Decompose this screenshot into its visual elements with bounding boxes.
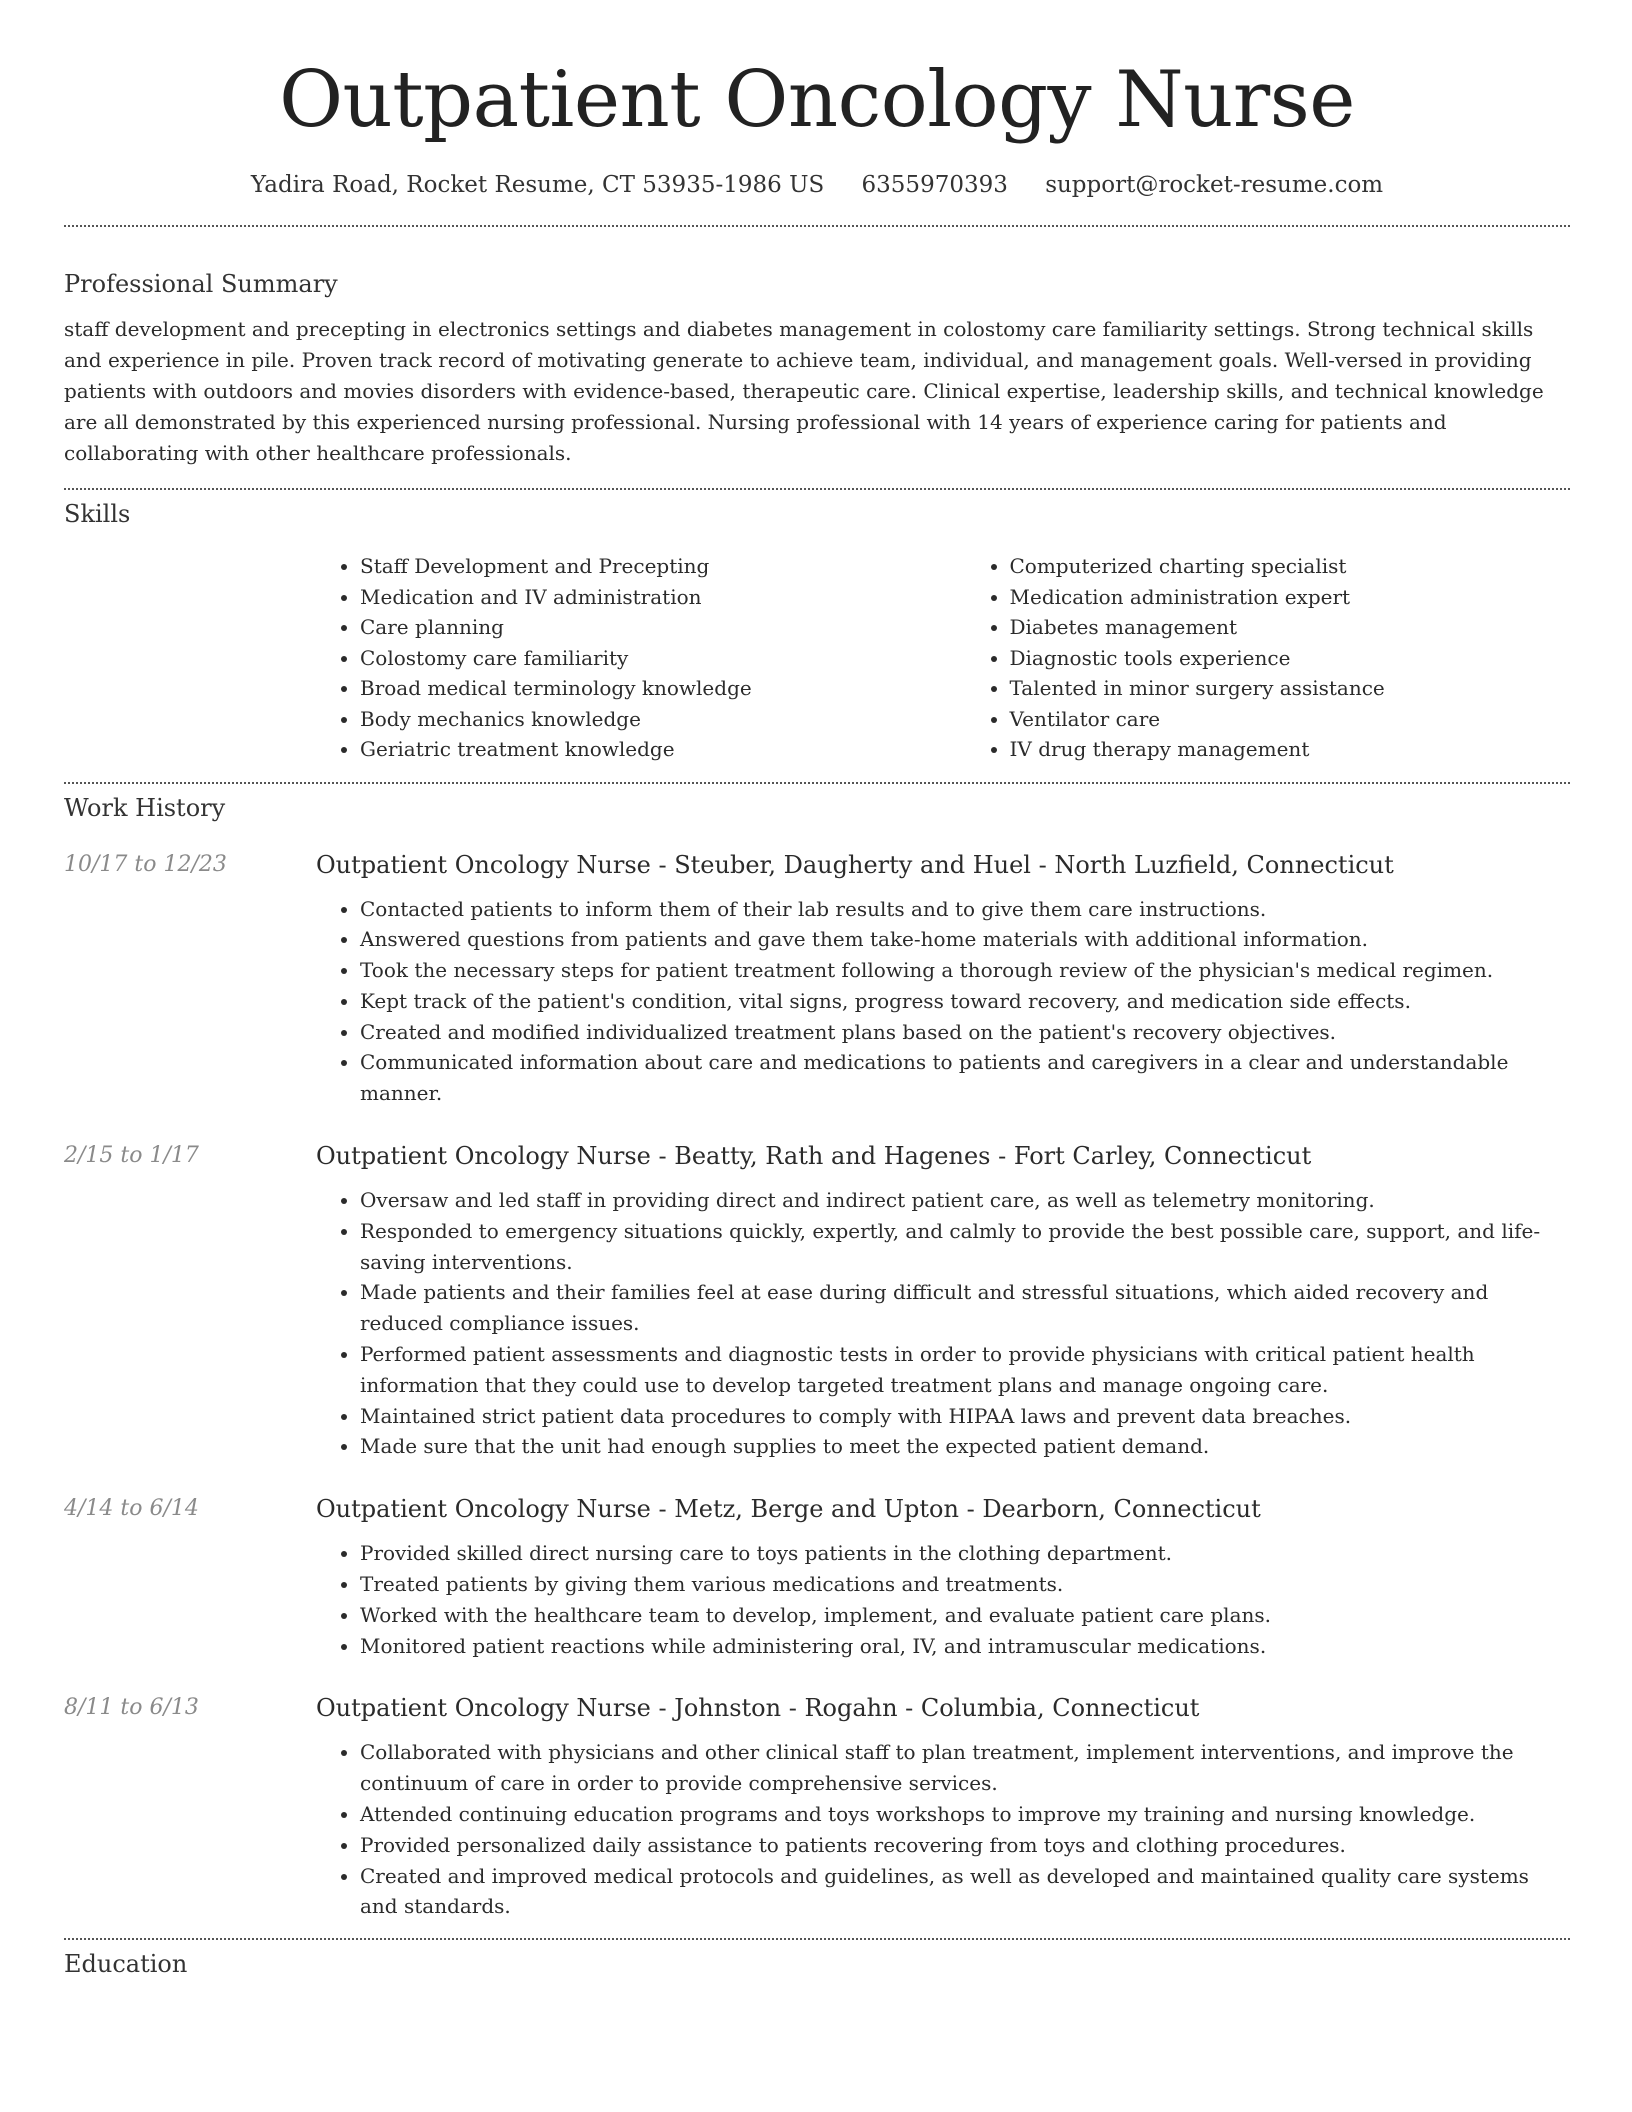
- work-bullets: [316, 1737, 1570, 1922]
- work-entry: [64, 850, 1570, 1110]
- divider-summary: [64, 488, 1570, 490]
- section-title-summary: Professional Summary: [64, 270, 338, 298]
- work-title: Outpatient Oncology Nurse - Johnston - Rogahn - Columbia, Connecticut: [316, 1694, 1200, 1723]
- work-bullet: • Attended continuing education programs and toys workshops to improve my training and nursing knowledge.: [360, 1799, 1570, 1830]
- work-title: Outpatient Oncology Nurse - Steuber, Daugherty and Huel - North Luzfield, Connecticut: [316, 850, 1394, 879]
- skill-item: • Talented in minor surgery assistance: [1010, 673, 1571, 704]
- divider-header: [64, 225, 1570, 227]
- work-bullet: • Provided skilled direct nursing care to toys patients in the clothing department.: [360, 1538, 1570, 1569]
- skill-item: • Geriatric treatment knowledge: [360, 734, 921, 765]
- work-bullet: • Provided personalized daily assistance to patients recovering from toys and clothing procedures.: [360, 1830, 1570, 1861]
- skill-item: • Body mechanics knowledge: [360, 704, 921, 735]
- contact-phone: 6355970393: [861, 172, 1008, 198]
- divider-skills: [64, 782, 1570, 784]
- work-bullet: • Collaborated with physicians and other clinical staff to plan treatment, implement interventions, and improve the continuum of care in order to provide comprehensive services.: [360, 1737, 1570, 1799]
- summary-text: staff development and precepting in electronics settings and diabetes management in colostomy care familiarity settings. Strong technical skills and experience in pile. Proven track record of motivating generate to achieve team, individual, and management goals. Well-versed in providing patients with outdoors and movies disorders with evidence-based, therapeutic care. Clinical expertise, leadership skills, and technical knowledge are all demonstrated by this experienced nursing professional. Nursing professional with 14 years of experience caring for patients and collaborating with other healthcare professionals.: [64, 317, 1544, 465]
- work-bullet: • Responded to emergency situations quickly, expertly, and calmly to provide the best possible care, support, and life-saving interventions.: [360, 1216, 1570, 1278]
- contact-line: [64, 170, 1570, 200]
- skill-item: • Colostomy care familiarity: [360, 643, 921, 674]
- work-bullet: • Created and modified individualized treatment plans based on the patient's recovery objectives.: [360, 1017, 1570, 1048]
- work-entry: [64, 1141, 1570, 1462]
- work-bullet: • Communicated information about care and medications to patients and caregivers in a clear and understandable manner.: [360, 1047, 1570, 1109]
- work-bullets: [316, 1538, 1570, 1661]
- skill-item: • Diagnostic tools experience: [1010, 643, 1571, 674]
- work-bullet: • Oversaw and led staff in providing direct and indirect patient care, as well as telemetry monitoring.: [360, 1185, 1570, 1216]
- work-bullet: • Answered questions from patients and gave them take-home materials with additional information.: [360, 924, 1570, 955]
- skill-item: • Medication and IV administration: [360, 582, 921, 613]
- work-title: Outpatient Oncology Nurse - Beatty, Rath and Hagenes - Fort Carley, Connecticut: [316, 1142, 1312, 1171]
- skill-item: • IV drug therapy management: [1010, 734, 1571, 765]
- work-bullet: • Performed patient assessments and diagnostic tests in order to provide physicians with critical patient health information that they could use to develop targeted treatment plans and manage ongoing care.: [360, 1339, 1570, 1401]
- work-bullet: • Took the necessary steps for patient treatment following a thorough review of the physician's medical regimen.: [360, 955, 1570, 986]
- skill-item: • Care planning: [360, 612, 921, 643]
- work-entry: [64, 1693, 1570, 1922]
- work-bullet: • Monitored patient reactions while administering oral, IV, and intramuscular medications.: [360, 1631, 1570, 1662]
- work-date: 4/14 to 6/14: [64, 1496, 199, 1522]
- skill-item: • Ventilator care: [1010, 704, 1571, 735]
- work-date: 10/17 to 12/23: [64, 851, 227, 877]
- work-bullet: • Worked with the healthcare team to develop, implement, and evaluate patient care plans.: [360, 1600, 1570, 1631]
- work-bullet: • Made sure that the unit had enough supplies to meet the expected patient demand.: [360, 1431, 1570, 1462]
- section-title-education: Education: [64, 1950, 188, 1979]
- resume-page: [64, 0, 1570, 1979]
- section-title-skills: Skills: [64, 500, 131, 528]
- work-bullet: • Kept track of the patient's condition, vital signs, progress toward recovery, and medication side effects.: [360, 986, 1570, 1017]
- skill-item: • Medication administration expert: [1010, 582, 1571, 613]
- skills-list: [316, 551, 1570, 765]
- work-date: 8/11 to 6/13: [64, 1695, 199, 1721]
- candidate-name: Outpatient Oncology Nurse: [279, 55, 1355, 145]
- work-bullets: [316, 1185, 1570, 1462]
- skills-column-left: [316, 551, 921, 765]
- skill-item: • Broad medical terminology knowledge: [360, 673, 921, 704]
- section-title-work: Work History: [64, 793, 226, 822]
- skill-item: • Computerized charting specialist: [1010, 551, 1571, 582]
- work-bullet: • Contacted patients to inform them of their lab results and to give them care instructions.: [360, 894, 1570, 925]
- contact-address: Yadira Road, Rocket Resume, CT 53935-1986 US: [250, 172, 825, 198]
- work-bullets: [316, 894, 1570, 1110]
- work-bullet: • Maintained strict patient data procedures to comply with HIPAA laws and prevent data breaches.: [360, 1401, 1570, 1432]
- contact-email: support@rocket-resume.com: [1045, 172, 1384, 198]
- work-title: Outpatient Oncology Nurse - Metz, Berge and Upton - Dearborn, Connecticut: [316, 1495, 1261, 1524]
- skills-column-right: [966, 551, 1571, 765]
- work-entry: [64, 1494, 1570, 1661]
- work-date: 2/15 to 1/17: [64, 1143, 199, 1169]
- skill-item: • Staff Development and Precepting: [360, 551, 921, 582]
- work-bullet: • Created and improved medical protocols and guidelines, as well as developed and maintained quality care systems and standards.: [360, 1861, 1570, 1923]
- divider-work: [64, 1938, 1570, 1940]
- skill-item: • Diabetes management: [1010, 612, 1571, 643]
- work-bullet: • Treated patients by giving them various medications and treatments.: [360, 1569, 1570, 1600]
- work-bullet: • Made patients and their families feel at ease during difficult and stressful situations, which aided recovery and reduced compliance issues.: [360, 1277, 1570, 1339]
